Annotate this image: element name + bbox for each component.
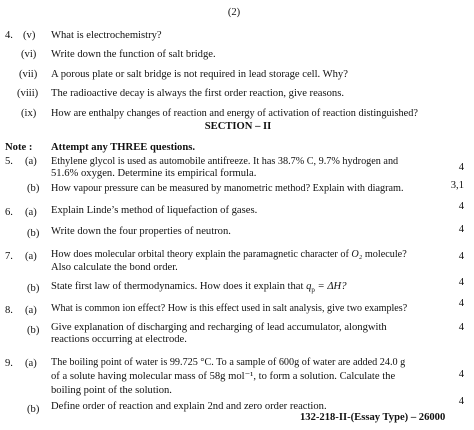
- q4-vii-label: (vii): [19, 69, 38, 80]
- q7b-line1: [51, 281, 347, 296]
- q7a-label: (a): [25, 251, 37, 262]
- q5a-label: (a): [25, 156, 37, 167]
- q4-vii-text: A porous plate or salt bridge is not required in lead storage cell. Why?: [51, 69, 348, 80]
- paper-code-footer: 132-218-II-(Essay Type) – 26000: [300, 412, 446, 423]
- q6a-label: (a): [25, 207, 37, 218]
- q6b-marks: 4: [458, 224, 464, 235]
- q5a-marks: 4: [458, 162, 464, 173]
- q9a-line3: boiling point of the solution.: [51, 385, 172, 396]
- q7a-text-end: molecule?: [364, 249, 407, 260]
- question-number-4: 4.: [5, 30, 13, 41]
- q5a-line2: 51.6% oxygen. Determine its empirical formula.: [51, 168, 257, 179]
- q7b-text: State first law of thermodynamics. How does it explain that: [51, 281, 304, 292]
- q6a-marks: 4: [458, 201, 464, 212]
- question-number-5: 5.: [5, 156, 13, 167]
- q7a-marks: 4: [458, 251, 464, 262]
- q4-vi-label: (vi): [21, 49, 37, 60]
- q9a-line1: The boiling point of water is 99.725 °C. To a sample of 600g of water are added 24.0 g: [51, 357, 406, 368]
- q7a-text: How does molecular orbital theory explain the paramagnetic character of: [51, 249, 349, 260]
- q9a-line2: of a solute having molecular mass of 58g mol⁻¹, to form a solution. Calculate the: [51, 371, 396, 382]
- note-text: Attempt any THREE questions.: [51, 142, 196, 153]
- q9b-label: (b): [27, 404, 40, 415]
- section-title: SECTION – II: [204, 121, 272, 132]
- q6b-label: (b): [27, 228, 40, 239]
- q7b-marks: 4: [458, 277, 464, 288]
- q8a-line1: What is common ion effect? How is this effect used in salt analysis, give two examples?: [51, 303, 408, 314]
- q4-viii-label: (viii): [17, 88, 39, 99]
- q4-v-text: What is electrochemistry?: [51, 30, 162, 41]
- q9a-label: (a): [25, 358, 37, 369]
- question-number-8: 8.: [5, 305, 13, 316]
- question-number-6: 6.: [5, 207, 13, 218]
- q5b-marks: 3,1: [450, 180, 464, 191]
- q4-v-label: (v): [23, 30, 36, 41]
- q8b-line2: reactions occurring at electrode.: [51, 334, 187, 345]
- q7a-line2: Also calculate the bond order.: [51, 262, 178, 273]
- question-number-9: 9.: [5, 358, 13, 369]
- q9b-marks: 4: [458, 396, 464, 407]
- heat-symbol: q: [306, 281, 312, 292]
- oxygen-formula: O₂: [351, 249, 363, 260]
- q7b-text-end: = ΔH?: [317, 281, 347, 292]
- q4-vi-text: Write down the function of salt bridge.: [51, 49, 216, 60]
- q5a-line1: Ethylene glycol is used as automobile antifreeze. It has 38.7% C, 9.7% hydrogen and: [51, 156, 399, 167]
- q8b-label: (b): [27, 325, 40, 336]
- question-number-7: 7.: [5, 251, 13, 262]
- q8a-label: (a): [25, 305, 37, 316]
- q4-ix-label: (ix): [21, 108, 37, 119]
- q8b-marks: 4: [458, 322, 464, 333]
- page-number: (2): [227, 7, 241, 18]
- q9b-line1: Define order of reaction and explain 2nd and zero order reaction.: [51, 401, 327, 412]
- q7b-label: (b): [27, 283, 40, 294]
- q8b-line1: Give explanation of discharging and recharging of lead accumulator, alongwith: [51, 322, 387, 333]
- q4-viii-text: The radioactive decay is always the first order reaction, give reasons.: [51, 88, 344, 99]
- q6a-line1: Explain Linde’s method of liquefaction of gases.: [51, 205, 258, 216]
- q5b-label: (b): [27, 183, 40, 194]
- q9a-marks: 4: [458, 369, 464, 380]
- q4-ix-text: How are enthalpy changes of reaction and energy of activation of reaction distinguished?: [51, 108, 418, 119]
- q8a-marks: 4: [458, 298, 464, 309]
- q6b-line1: Write down the four properties of neutron.: [51, 226, 231, 237]
- q5b-line1: How vapour pressure can be measured by manometric method? Explain with diagram.: [51, 183, 404, 194]
- heat-subscript: p: [311, 286, 315, 295]
- q7a-line1: [51, 249, 407, 261]
- note-label: Note :: [5, 142, 33, 153]
